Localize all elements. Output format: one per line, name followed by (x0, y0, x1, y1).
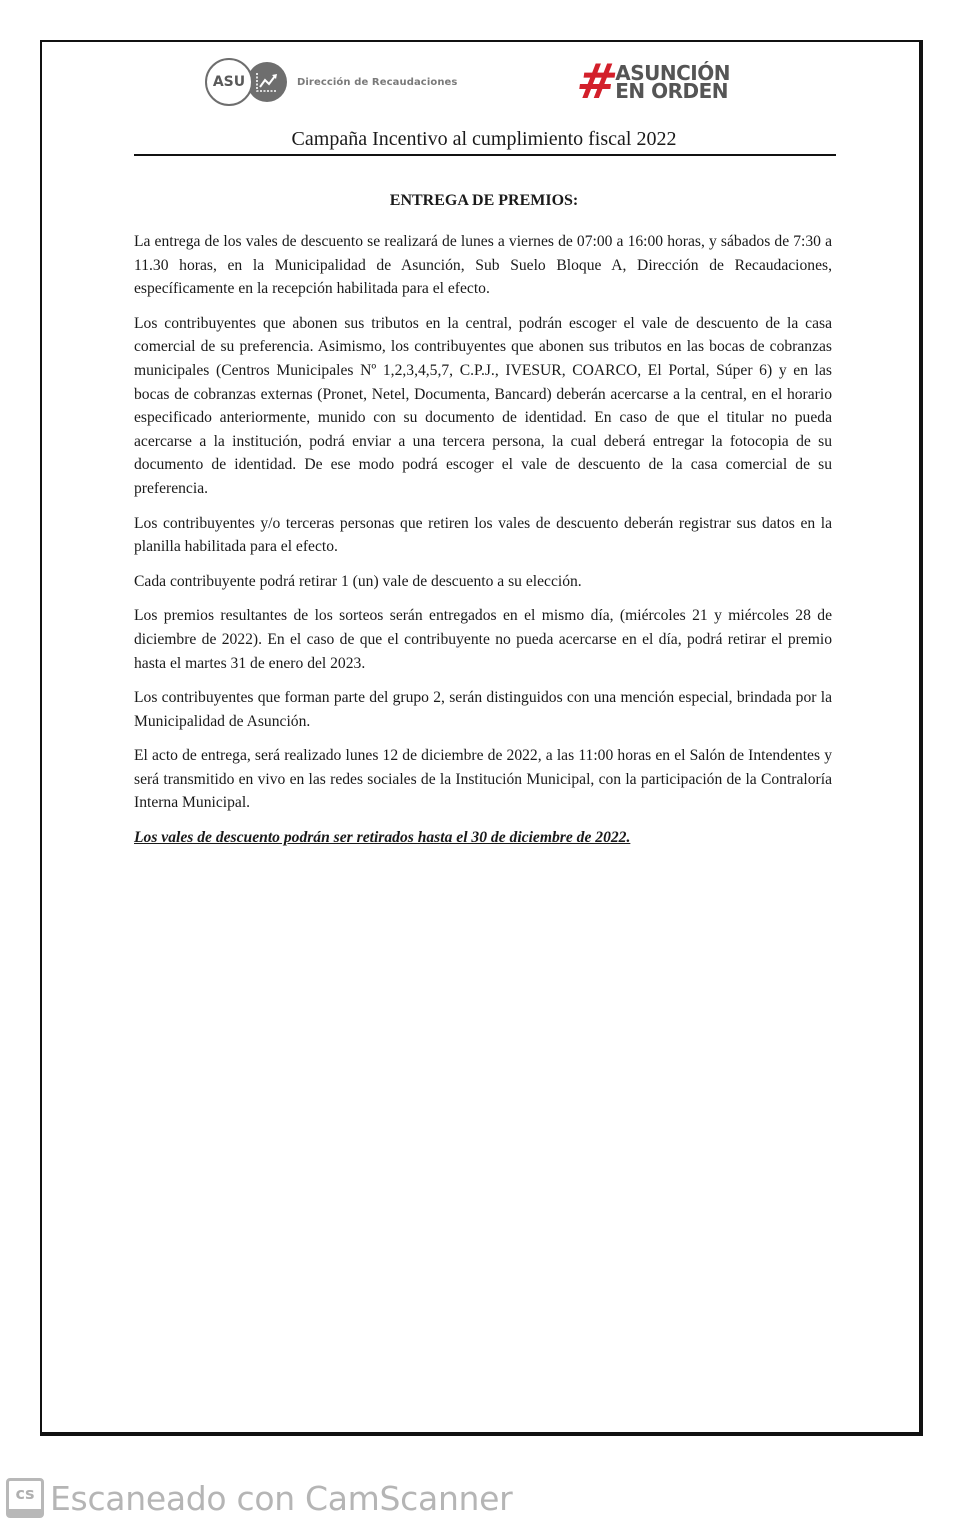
camscanner-logo-icon (6, 1478, 44, 1518)
scanned-page (40, 40, 923, 1436)
department-name: Dirección de Recaudaciones (297, 76, 458, 88)
paragraph-voucher-limit: Cada contribuyente podrá retirar 1 (un) vale de descuento a su elección. (134, 572, 582, 590)
asuncion-en-orden-logo (573, 54, 730, 110)
camscanner-watermark (6, 1478, 512, 1518)
document-body (134, 230, 832, 850)
section-heading: ENTREGA DE PREMIOS: (389, 192, 579, 209)
hashtag-icon: # (573, 54, 622, 110)
campaign-logo-line1: ASUNCIÓN (615, 61, 730, 85)
paragraph-delivery-schedule: La entrega de los vales de descuento se realizará de lunes a viernes de 07:00 a 16:00 horas, y sábados de 7:30 a 11.30 horas, en la Municipalidad de Asunción, Sub Suelo Bloque A, Dirección de Recaudaciones, específicamente en la recepción habilitada para el efecto. (134, 233, 832, 298)
asu-badge (205, 58, 253, 106)
title-divider (134, 154, 836, 156)
camscanner-badge-text: cs (15, 1484, 35, 1503)
paragraph-voucher-selection: Los contribuyentes que abonen sus tributos en la central, podrán escoger el vale de descuento de la casa comercial de su preferencia. Asimismo, los contribuyentes que abonen sus tributos en las bocas de cobranzas municipales (Centros Municipales Nº 1,2,3,4,5,7, C.P.J., IVESUR, COARCO, El Portal, Súper 6) y en las bocas de cobranzas externas (Pronet, Netel, Documenta, Bancard) deberán acercarse a la central, en el horario especificado anteriormente, munido con su documento de identidad. En caso de que el titular no pueda acercarse a la institución, podrá enviar a una tercera persona, la cual deberá entregar la fotocopia de su documento de identidad. De ese modo podrá escoger el vale de descuento de la casa comercial de su preferencia. (134, 314, 832, 497)
paragraph-prize-delivery: Los premios resultantes de los sorteos serán entregados en el mismo día, (miércoles 21 y miércoles 28 de diciembre de 2022). En el caso de que el contribuyente no pueda acercarse en el día, podrá retirar el premio hasta el martes 31 de enero del 2023. (134, 607, 832, 672)
campaign-logo-text (615, 61, 730, 103)
asu-badge-text: ASU (212, 74, 246, 90)
trend-chart-icon (247, 62, 287, 102)
paragraph-group-2-mention: Los contribuyentes que forman parte del grupo 2, serán distinguidos con una mención especial, brindada por la Municipalidad de Asunción. (134, 689, 832, 730)
paragraph-registration: Los contribuyentes y/o terceras personas que retiren los vales de descuento deberán registrar sus datos en la planilla habilitada para el efecto. (134, 514, 832, 556)
header-logos (42, 56, 919, 116)
camscanner-text: Escaneado con CamScanner (50, 1478, 513, 1518)
closing-deadline-note: Los vales de descuento podrán ser retirados hasta el 30 de diciembre de 2022. (134, 829, 631, 847)
paragraph-ceremony: El acto de entrega, será realizado lunes 12 de diciembre de 2022, a las 11:00 horas en el Salón de Intendentes y será transmitido en vivo en las redes sociales de la Institución Municipal, con la participación de la Contraloría Interna Municipal. (134, 747, 832, 812)
campaign-logo-line2: EN ORDEN (615, 79, 728, 103)
asu-recaudaciones-logo (205, 58, 457, 106)
document-title: Campaña Incentivo al cumplimiento fiscal 2022 (291, 128, 677, 150)
